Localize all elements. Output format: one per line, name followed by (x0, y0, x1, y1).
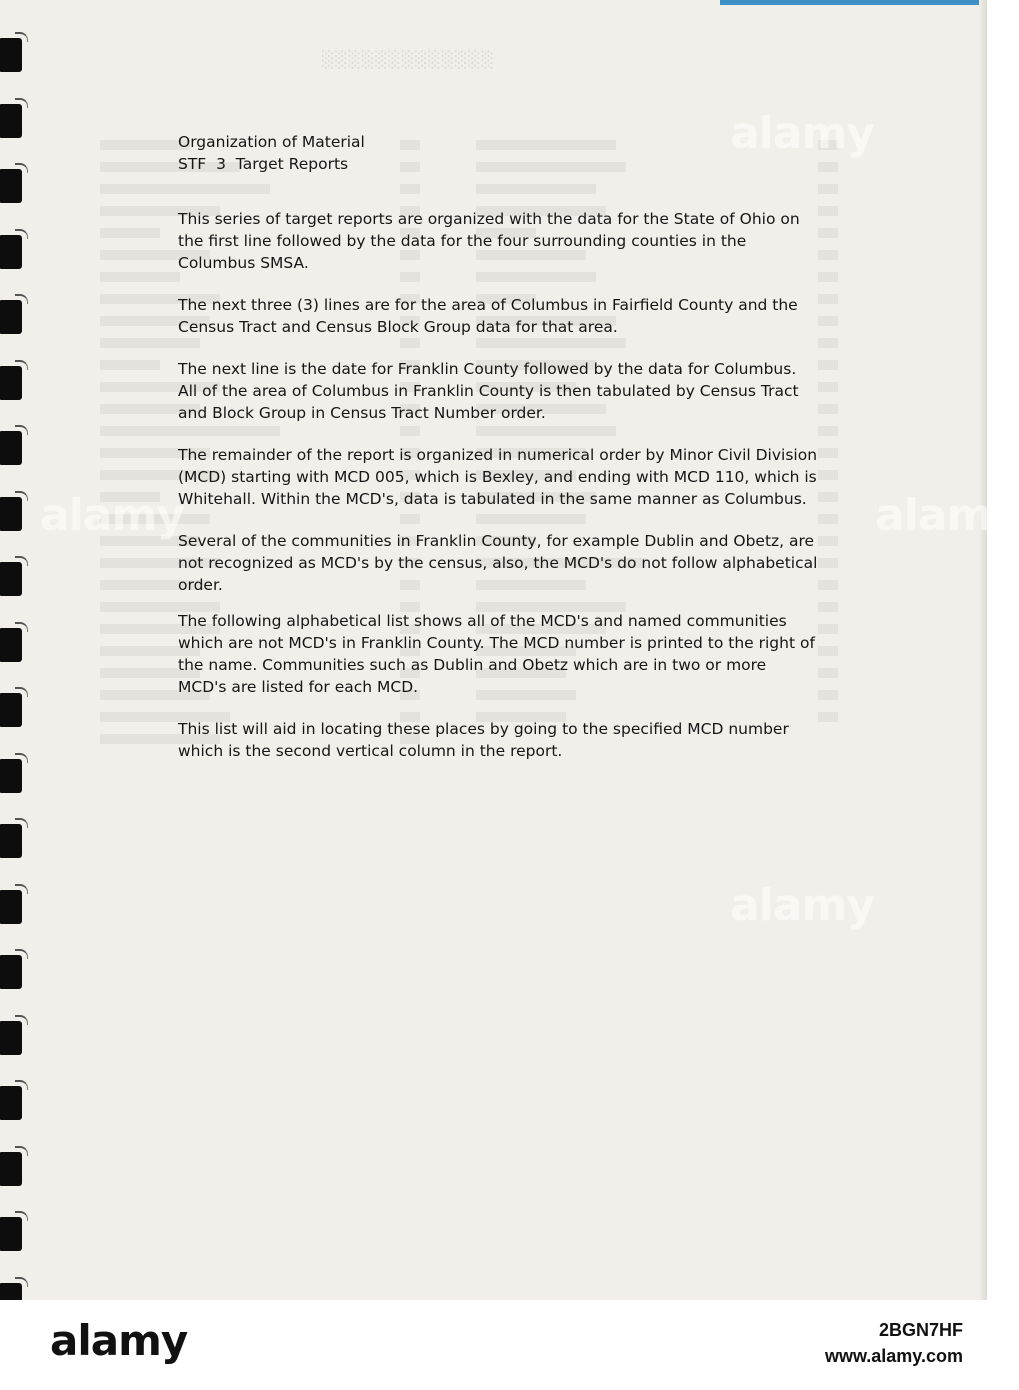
footer-url: www.alamy.com (824, 1346, 963, 1366)
paragraph-2: The next three (3) lines are for the area of Columbus in Fairfield County and the Census Tract and Census Block Group data for that area. (178, 296, 798, 336)
paragraph-6: The following alphabetical list shows all of the MCD's and named communities which are not MCD's in Franklin County. The MCD number is printed to the right of the name. Communities such as Dublin and Obetz which are in two or more MCD's are listed for each MCD. (178, 612, 815, 696)
binding-ring (0, 300, 22, 334)
binding-ring (0, 104, 22, 138)
binding-ring (0, 38, 22, 72)
binding-ring (0, 955, 22, 989)
binding-ring (0, 693, 22, 727)
show-through-title: ░░░░░░░░░░░░░ (322, 50, 495, 69)
document-body (178, 131, 818, 782)
document-heading (178, 131, 818, 175)
binding-ring (0, 1086, 22, 1120)
watermark-logo: alamy (875, 490, 1019, 541)
binding-ring (0, 169, 22, 203)
top-edge-stripe (720, 0, 987, 5)
binding-ring (0, 1217, 22, 1251)
binding-ring (0, 824, 22, 858)
heading-line-1: Organization of Material (178, 133, 365, 151)
spiral-binding (0, 38, 30, 1288)
binding-ring (0, 497, 22, 531)
binding-ring (0, 1152, 22, 1186)
binding-ring (0, 759, 22, 793)
binding-ring (0, 1021, 22, 1055)
binding-ring (0, 366, 22, 400)
binding-ring (0, 628, 22, 662)
heading-line-2: STF 3 Target Reports (178, 155, 349, 173)
paragraph-4: The remainder of the report is organized in numerical order by Minor Civil Division (MCD) starting with MCD 005, which is Bexley, and ending with MCD 110, which is Whitehall. Within the MCD's, data is tabulated in the same manner as Columbus. (178, 446, 818, 508)
show-through-column (818, 134, 838, 728)
page-edge-shadow (979, 0, 987, 1300)
binding-ring (0, 890, 22, 924)
paragraph-5: Several of the communities in Franklin County, for example Dublin and Obetz, are not recognized as MCD's by the census, also, the MCD's do not follow alphabetical order. (178, 532, 818, 594)
binding-ring (0, 431, 22, 465)
watermark-logo: alamy (730, 880, 874, 931)
paragraph-7: This list will aid in locating these places by going to the specified MCD number which is the second vertical column in the report. (178, 720, 789, 760)
watermark-logo: alamy (40, 490, 184, 541)
binding-ring (0, 235, 22, 269)
paragraph-1: This series of target reports are organized with the data for the State of Ohio on the first line followed by the data for the four surrounding counties in the Columbus SMSA. (178, 210, 800, 272)
paragraph-3: The next line is the date for Franklin County followed by the data for Columbus. All of the area of Columbus in Franklin County is then tabulated by Census Tract and Block Group in Census Tract Number order. (178, 360, 799, 422)
binding-ring (0, 562, 22, 596)
watermark-logo: alamy (730, 108, 874, 159)
footer-image-id: 2BGN7HF (878, 1320, 963, 1340)
footer-brand-logo: alamy (50, 1316, 188, 1365)
